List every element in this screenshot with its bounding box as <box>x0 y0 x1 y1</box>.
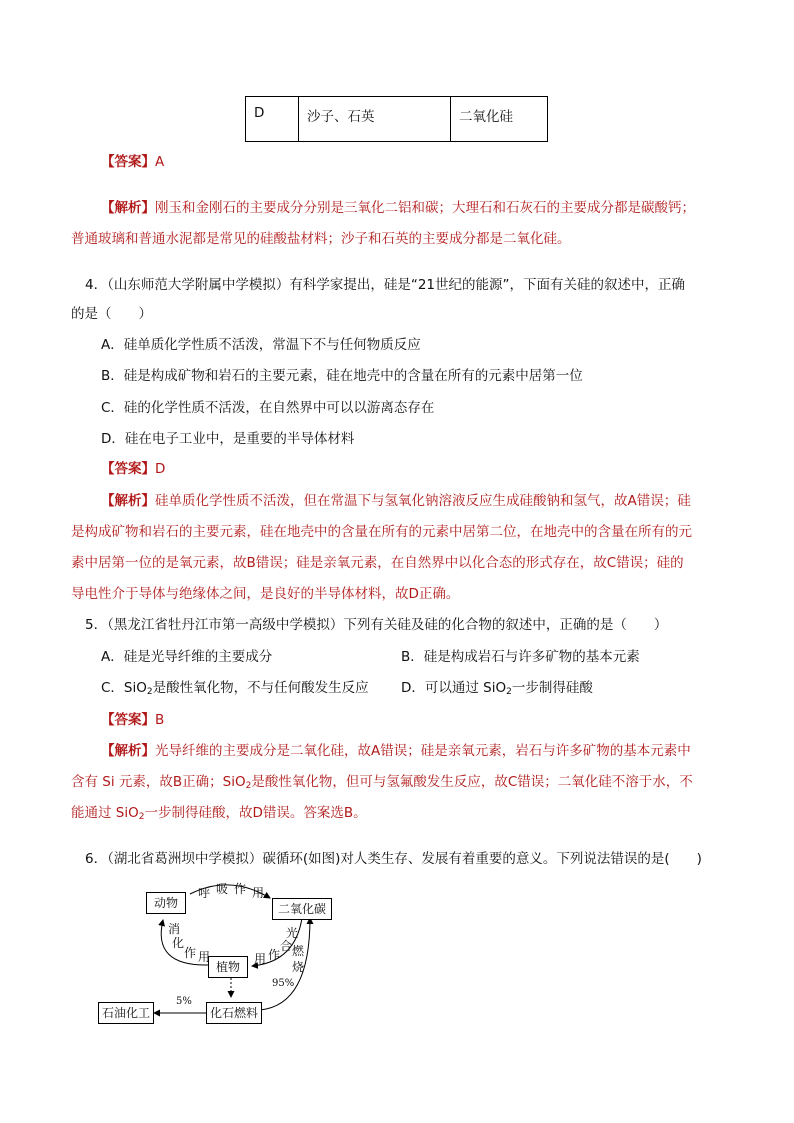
q4-analysis-line1: 【解析】硅单质化学性质不活泼，但在常温下与氢氧化钠溶液反应生成硅酸钠和氢气，故A错误；硅 <box>101 493 691 509</box>
q5-answer: 【答案】B <box>101 712 165 728</box>
answer-label: 【答案】 <box>101 154 155 170</box>
answer-table-row-d <box>245 96 548 142</box>
q5-stem: 5．（黑龙江省牡丹江市第一高级中学模拟）下列有关硅及硅的化合物的叙述中，正确的是（ ） <box>85 617 668 633</box>
q4-option-a: A．硅单质化学性质不活泼，常温下不与任何物质反应 <box>101 337 421 353</box>
q4-stem-line2: 的是（ ） <box>71 306 152 322</box>
q5-option-b: B．硅是构成岩石与许多矿物的基本元素 <box>401 649 640 665</box>
q5-option-c: C．SiO$_2$是酸性氧化物，不与任何酸发生反应 <box>101 680 369 697</box>
node-co2: 二氧化碳 <box>272 898 332 920</box>
q4-analysis-line3: 素中居第一位的是氧元素，故B错误；硅是亲氧元素，在自然界中以化合态的形式存在，故C错误；硅的 <box>71 555 684 571</box>
analysis-label: 【解析】 <box>101 200 155 216</box>
node-petrochemical: 石油化工 <box>98 1002 154 1024</box>
q5-option-a: A．硅是光导纤维的主要成分 <box>101 649 273 665</box>
q5-option-d: D．可以通过 SiO$_2$一步制得硅酸 <box>401 680 593 697</box>
node-plant: 植物 <box>208 956 248 978</box>
node-fossil-fuel: 化石燃料 <box>206 1002 262 1024</box>
table-cell-option: D <box>246 97 299 141</box>
answer-value: A <box>155 154 165 170</box>
q4-answer: 【答案】D <box>101 461 166 477</box>
q4-option-b: B．硅是构成矿物和岩石的主要元素，硅在地壳中的含量在所有的元素中居第一位 <box>101 368 583 384</box>
q3-analysis-line1: 【解析】刚玉和金刚石的主要成分分别是三氧化二铝和碳；大理石和石灰石的主要成分都是碳酸钙； <box>101 200 695 216</box>
label-5pct: 5% <box>176 996 192 1007</box>
q4-analysis-line4: 导电性介于导体与绝缘体之间，是良好的半导体材料，故D正确。 <box>71 586 460 602</box>
node-animal: 动物 <box>146 892 186 914</box>
table-cell-substance: 沙子、石英 <box>299 97 451 141</box>
label-95pct: 95% <box>272 978 295 989</box>
q5-analysis-line3: 能通过 SiO$_2$一步制得硅酸，故D错误。答案选B。 <box>71 805 367 822</box>
q4-analysis-line2: 是构成矿物和岩石的主要元素，硅在地壳中的含量在所有的元素中居第二位，在地壳中的含量在所有的元 <box>71 524 692 540</box>
table-cell-component: 二氧化硅 <box>459 109 513 125</box>
carbon-cycle-diagram: 动物 二氧化碳 植物 化石燃料 石油化工 呼 吸 作 用 消 化 作 用 光 合 作 用 燃 烧 95% 5% <box>90 880 350 1030</box>
q4-stem-line1: 4．（山东师范大学附属中学模拟）有科学家提出，硅是“21世纪的能源”，下面有关硅的叙述中，正确 <box>85 277 686 293</box>
q5-analysis-line1: 【解析】光导纤维的主要成分是二氧化硅，故A错误；硅是亲氧元素，岩石与许多矿物的基本元素中 <box>101 743 691 759</box>
q4-option-c: C．硅的化学性质不活泼，在自然界中可以以游离态存在 <box>101 400 435 416</box>
q3-analysis-line2: 普通玻璃和普通水泥都是常见的硅酸盐材料；沙子和石英的主要成分都是二氧化硅。 <box>71 231 571 247</box>
q4-option-d: D．硅在电子工业中，是重要的半导体材料 <box>101 431 355 447</box>
q6-stem: 6．（湖北省葛洲坝中学模拟）碳循环(如图)对人类生存、发展有着重要的意义。下列说法错误的是( ) <box>85 851 702 867</box>
q5-analysis-line2: 含有 Si 元素，故B正确；SiO$_2$是酸性氧化物，但可与氢氟酸发生反应，故C错误；二氧化硅不溶于水，不 <box>71 774 693 791</box>
q3-answer <box>101 150 164 170</box>
